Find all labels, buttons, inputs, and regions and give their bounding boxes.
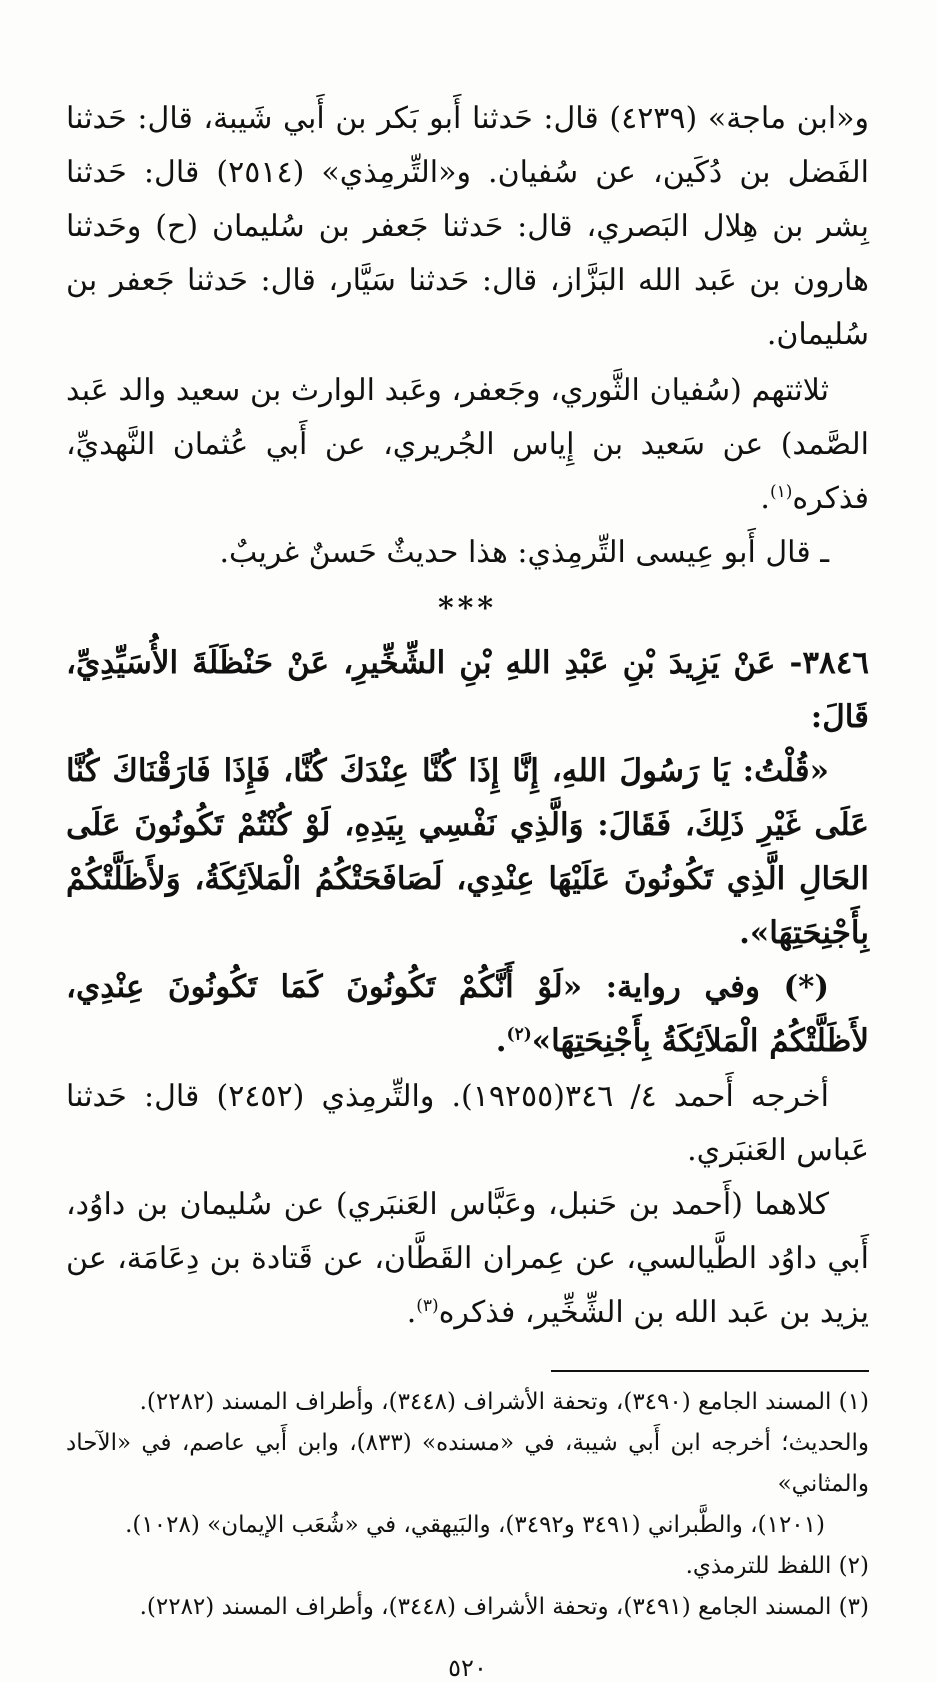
- page-number: ٥٢٠: [448, 1654, 487, 1682]
- variant-text: (*) وفي رواية: «لَوْ أَنَّكُمْ تَكُونُونَ كَمَا تَكُونُونَ عِنْدِي، لأَظَلَّتْكُمُ الْمَلاَئِكَةُ بِأَجْنِحَتِهَا»: [66, 969, 869, 1059]
- paragraph-chain-ibn-majah: و«ابن ماجة» (٤٢٣٩) قال: حَدثنا أَبو بَكر بن أَبي شَيبة، قال: حَدثنا الفَضل بن دُكَين، عن سُفيان. و«التِّرمِذي» (٢٥١٤) قال: حَدثنا بِشر بن هِلال البَصري، قال: حَدثنا جَعفر بن سُليمان (ح) وحَدثنا هارون بن عَبد الله البَزَّاز، قال: حَدثنا سَيَّار، قال: حَدثنا جَعفر بن سُليمان.: [66, 101, 870, 352]
- footnote-ref-1: (١): [769, 482, 793, 502]
- footnote-ref-2: (٢): [506, 1024, 532, 1045]
- variant-end: .: [495, 1023, 507, 1059]
- hadith-text: «قُلْتُ: يَا رَسُولَ اللهِ، إِنَّا إِذَا كُنَّا عِنْدَكَ كُنَّا، فَإِذَا فَارَقْنَاكَ كُنَّا عَلَى غَيْرِ ذَلِكَ، فَقَالَ: وَالَّذِي نَفْسِي بِيَدِهِ، لَوْ كُنْتُمْ تَكُونُونَ عَلَى الحَالِ الَّذِي تَكُونُونَ عَلَيْهَا عِنْدِي، لَصَافَحَتْكُمُ الْمَلاَئِكَةُ، وَلأَظَلَّتْكُمْ بِأَجْنِحَتِهَا».: [66, 753, 869, 951]
- footnote-1: (١) المسند الجامع (٣٤٩٠)، وتحفة الأشراف (٣٤٤٨)، وأطراف المسند (٢٢٨٢).: [139, 1389, 869, 1415]
- section-separator: ***: [437, 591, 498, 626]
- hadith-variant: [66, 960, 869, 1068]
- both-narrators-paragraph: [66, 1178, 869, 1340]
- footnote-1-continuation-b: (١٢٠١)، والطَّبراني (٣٤٩١ و٣٤٩٢)، والبَيهقي، في «شُعَب الإيمان» (١٠٢٨).: [125, 1512, 825, 1538]
- tirmidhi-grading: ـ قال أَبو عِيسى التِّرمِذي: هذا حديثٌ حَسنٌ غريبٌ.: [219, 535, 829, 570]
- footnote-3: (٣) المسند الجامع (٣٤٩١)، وتحفة الأشراف (٣٤٤٨)، وأطراف المسند (٢٢٨٢).: [139, 1594, 869, 1620]
- footnote-1-continuation-a: والحديث؛ أخرجه ابن أَبي شيبة، في «مسنده» (٨٣٣)، وابن أَبي عاصم، في «الآحاد والمثاني»: [66, 1430, 869, 1497]
- takhrij-paragraph: أخرجه أَحمد ٤/ ٣٤٦(١٩٢٥٥). والتِّرمِذي (٢٤٥٢) قال: حَدثنا عَباس العَنبَري.: [66, 1079, 869, 1168]
- paragraph-end: .: [406, 1295, 417, 1330]
- paragraph-text: ثلاثتهم (سُفيان الثَّوري، وجَعفر، وعَبد الوارث بن سعيد والد عَبد الصَّمد) عن سَعيد بن إِياس الجُريري، عن أَبي عُثمان النَّهديِّ، فذكره: [66, 373, 869, 516]
- footnote-divider: [551, 1370, 869, 1372]
- paragraph-text: كلاهما (أَحمد بن حَنبل، وعَبَّاس العَنبَري) عن سُليمان بن داوُد، أَبي داوُد الطَّيالسي، عن عِمران القَطَّان، عن قَتادة بن دِعَامَة، عن يزيد بن عَبد الله بن الشِّخِّير، فذكره: [66, 1187, 869, 1330]
- footnote-2: (٢) اللفظ للترمذي.: [685, 1553, 869, 1579]
- paragraph-three-narrators: ثلاثتهم (سُفيان الثَّوري، وجَعفر، وعَبد الوارث بن سعيد والد عَبد الصَّمد) عن سَعيد بن إِياس الجُريري، عن أَبي عُثمان النَّهديِّ، فذكره$^{(١)}$.: [66, 373, 869, 516]
- footnote-ref-3: (٣): [416, 1296, 439, 1316]
- hadith-heading: ٣٨٤٦- عَنْ يَزِيدَ بْنِ عَبْدِ اللهِ بْنِ الشِّخِّيرِ، عَنْ حَنْظَلَةَ الأُسَيِّدِيِّ، قَالَ:: [66, 645, 869, 735]
